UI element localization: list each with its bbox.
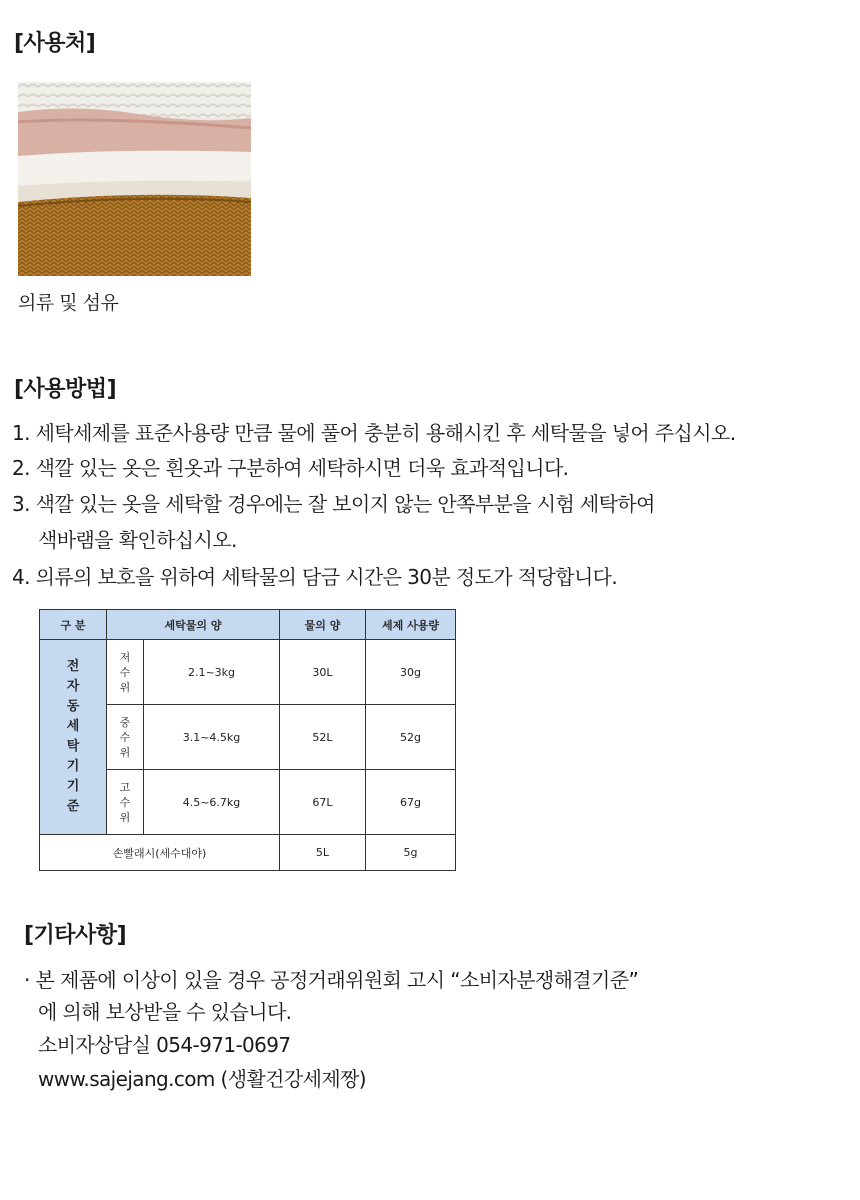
etc-line-1: · 본 제품에 이상이 있을 경우 공정거래위원회 고시 “소비자분쟁해결기준” (24, 968, 639, 992)
detergent-amount-table (39, 609, 456, 871)
detergent-amount: 67g (366, 770, 456, 835)
laundry-amount: 2.1~3kg (144, 640, 280, 705)
method-step-1: 1. 세탁세제를 표준사용량 만큼 물에 풀어 충분히 용해시킨 후 세탁물을 넣어 주십시오. (12, 421, 736, 445)
header-category: 구 분 (40, 610, 107, 640)
laundry-amount: 3.1~4.5kg (144, 705, 280, 770)
etc-line-2: 에 의해 보상받을 수 있습니다. (38, 1000, 292, 1024)
method-step-2: 2. 색깔 있는 옷은 흰옷과 구분하여 세탁하시면 더욱 효과적입니다. (12, 456, 569, 480)
usage-heading: [사용처] (14, 31, 96, 56)
method-step-3: 3. 색깔 있는 옷을 세탁할 경우에는 잘 보이지 않는 안쪽부분을 시험 세탁하여 (12, 492, 655, 516)
water-amount: 30L (280, 640, 366, 705)
method-step-4: 4. 의류의 보호을 위하여 세탁물의 담금 시간은 30분 정도가 적당합니다. (12, 565, 618, 589)
handwash-label: 손빨래시(세수대야) (40, 835, 280, 871)
usage-caption: 의류 및 섬유 (18, 292, 119, 314)
etc-heading: [기타사항] (24, 923, 127, 948)
water-level-mid: 중 수 위 (107, 705, 144, 770)
water-level-low: 저 수 위 (107, 640, 144, 705)
folded-clothes-photo (18, 82, 251, 276)
method-heading: [사용방법] (14, 377, 117, 402)
water-amount: 67L (280, 770, 366, 835)
water-level-high: 고 수 위 (107, 770, 144, 835)
detergent-amount: 30g (366, 640, 456, 705)
table-header-row (40, 610, 456, 640)
detergent-amount: 5g (366, 835, 456, 871)
header-amount: 세탁물의 양 (107, 610, 280, 640)
header-water: 물의 양 (280, 610, 366, 640)
detergent-amount: 52g (366, 705, 456, 770)
machine-standard-label: 전 자 동 세 탁 기 기 준 (40, 640, 107, 835)
water-amount: 5L (280, 835, 366, 871)
table-row-handwash (40, 835, 456, 871)
etc-website: www.sajejang.com (생활건강세제짱) (38, 1067, 366, 1091)
etc-phone: 소비자상담실 054-971-0697 (38, 1033, 291, 1057)
laundry-amount: 4.5~6.7kg (144, 770, 280, 835)
table-row (40, 640, 456, 705)
method-step-3-cont: 색바램을 확인하십시오. (38, 528, 237, 552)
water-amount: 52L (280, 705, 366, 770)
header-detergent: 세제 사용량 (366, 610, 456, 640)
